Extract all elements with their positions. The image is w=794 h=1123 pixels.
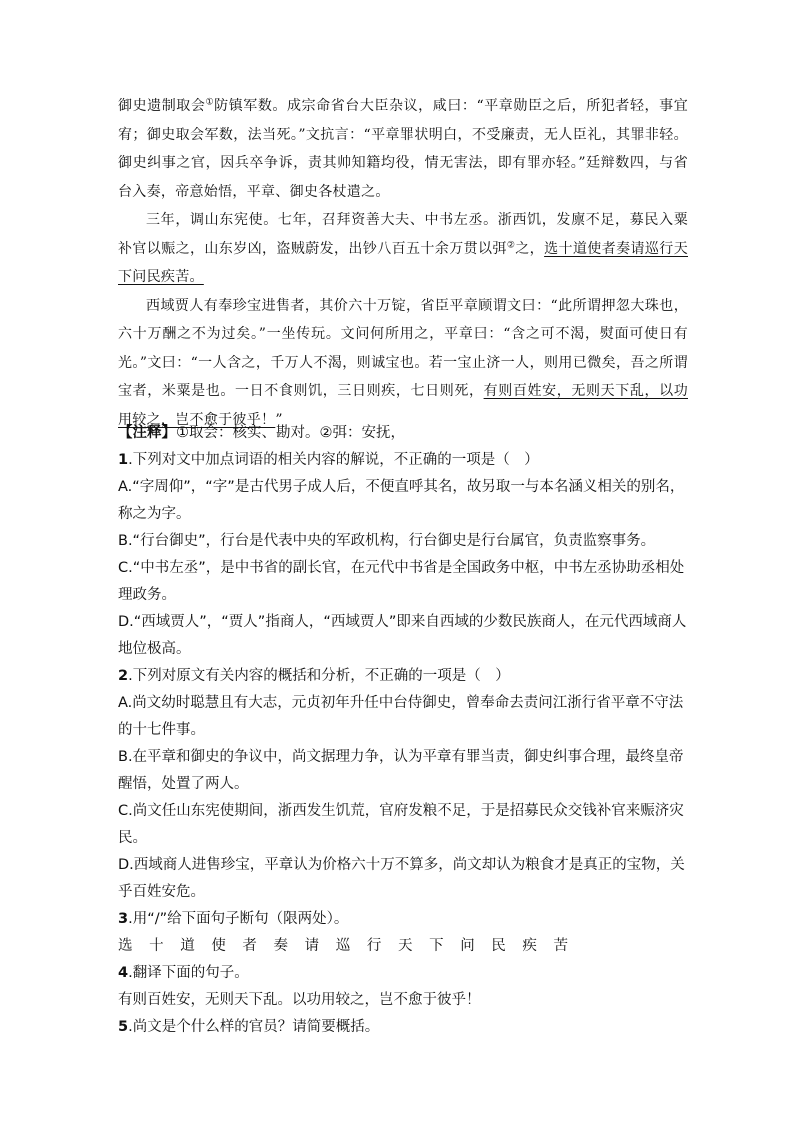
question-3-stem: 3.用“/”给下面句子断句（限两处）。 (118, 911, 349, 927)
passage-paragraph-2 (118, 206, 688, 292)
footnote-marker-2: ② (506, 239, 516, 250)
footnote-marker-1: ① (205, 97, 215, 108)
question-1-stem: 1.下列对文中加点词语的相关内容的解说，不正确的一项是（ ） (118, 452, 539, 468)
question-1-option-a: A.“字周仰”，“字”是古代男子成人后，不便直呼其名，故另取一与本名涵义相关的别名，称之为字。 (118, 479, 685, 522)
passage-text: 西域贾人有奉珍宝进售者，其价六十万锭，省臣平章顾谓文曰：“此所谓押忽大珠也，六十万酬之不为过矣。”一坐传玩。文问何所用之，平章曰：“含之可不渴，熨面可使日有光。”文曰：“一人含之，千万人不渴，则诚宝也。若一宝止济一人，则用已微矣，吾之所谓宝者，米粟是也。一日不食则饥，三日则疾，七日则死， (118, 297, 688, 399)
question-2-option-d: D.西域商人进售珍宝，平章认为价格六十万不算多，尚文却认为粮食才是真正的宝物，关乎百姓安危。 (118, 857, 685, 900)
question-3-sentence: 选 十 道 使 者 奏 请 巡 行 天 下 问 民 疾 苦 (118, 938, 575, 954)
question-2-option-b: B.在平章和御史的争议中，尚文据理力争，认为平章有罪当责，御史纠事合理，最终皇帝醒悟，处置了两人。 (118, 749, 684, 792)
notes-label: 【注释】 (118, 425, 176, 441)
notes-line (118, 420, 688, 447)
question-1-option-b: B.“行台御史”，行台是代表中央的军政机构，行台御史是行台属官，负责监察事务。 (118, 533, 656, 549)
passage-paragraph-3 (118, 292, 688, 435)
question-2-option-a: A.尚文幼时聪慧且有大志，元贞初年升任中台侍御史，曾奉命去责问江浙行省平章不守法的十七件事。 (118, 695, 684, 738)
questions-section (118, 420, 688, 1041)
underlined-sentence: 有则百姓安，无则天下乱，以功用较之，岂不愈于彼乎！ (118, 383, 688, 428)
passage-text: 防镇军数。成宗命省台大臣杂议，咸曰：“平章勋臣之后，所犯者轻，事宜宥；御史取会军数，法当死。”文抗言：“平章罪状明白，不受廉责，无人臣礼，其罪非轻。御史纠事之官，因兵卒争诉，责其帅知籍均役，情无害法，即有罪亦轻。”廷辩数四，与省台入奏，帝意始悟，平章、御史各杖遣之。 (118, 98, 689, 200)
passage-text: 之， (515, 240, 545, 257)
question-5-stem: 5.尚文是个什么样的官员？请简要概括。 (118, 1019, 380, 1035)
question-4-sentence: 有则百姓安，无则天下乱。以功用较之，岂不愈于彼乎！ (118, 992, 481, 1008)
question-1-option-c: C.“中书左丞”，是中书省的副长官，在元代中书省是全国政务中枢，中书左丞协助丞相处理政务。 (118, 560, 685, 603)
passage-text: 御史遗制取会 (118, 98, 206, 114)
passage-text: 三年，调山东宪使。七年，召拜资善大夫、中书左丞。浙西饥，发廪不足，募民入粟补官以赈之，山东岁凶，盗贼蔚发，出钞八百五十余万贯以弭 (118, 212, 688, 257)
question-1-option-d: D.“西域贾人”，“贾人”指商人，“西域贾人”即来自西域的少数民族商人，在元代西域商人地位极高。 (118, 614, 687, 657)
question-2-stem: 2.下列对原文有关内容的概括和分析，不正确的一项是（ ） (118, 668, 510, 684)
question-4-stem: 4.翻译下面的句子。 (118, 965, 249, 981)
notes-text: ①取会：核实、勘对。②弭：安抚， (176, 425, 405, 441)
classical-passage (118, 92, 688, 434)
question-2-option-c: C.尚文任山东宪使期间，浙西发生饥荒，官府发粮不足，于是招募民众交钱补官来赈济灾民。 (118, 803, 684, 846)
underlined-sentence: 选十道使者奏请巡行天下问民疾苦。 (118, 240, 688, 285)
closing-quote: ” (275, 411, 283, 428)
passage-paragraph-1 (118, 92, 688, 206)
